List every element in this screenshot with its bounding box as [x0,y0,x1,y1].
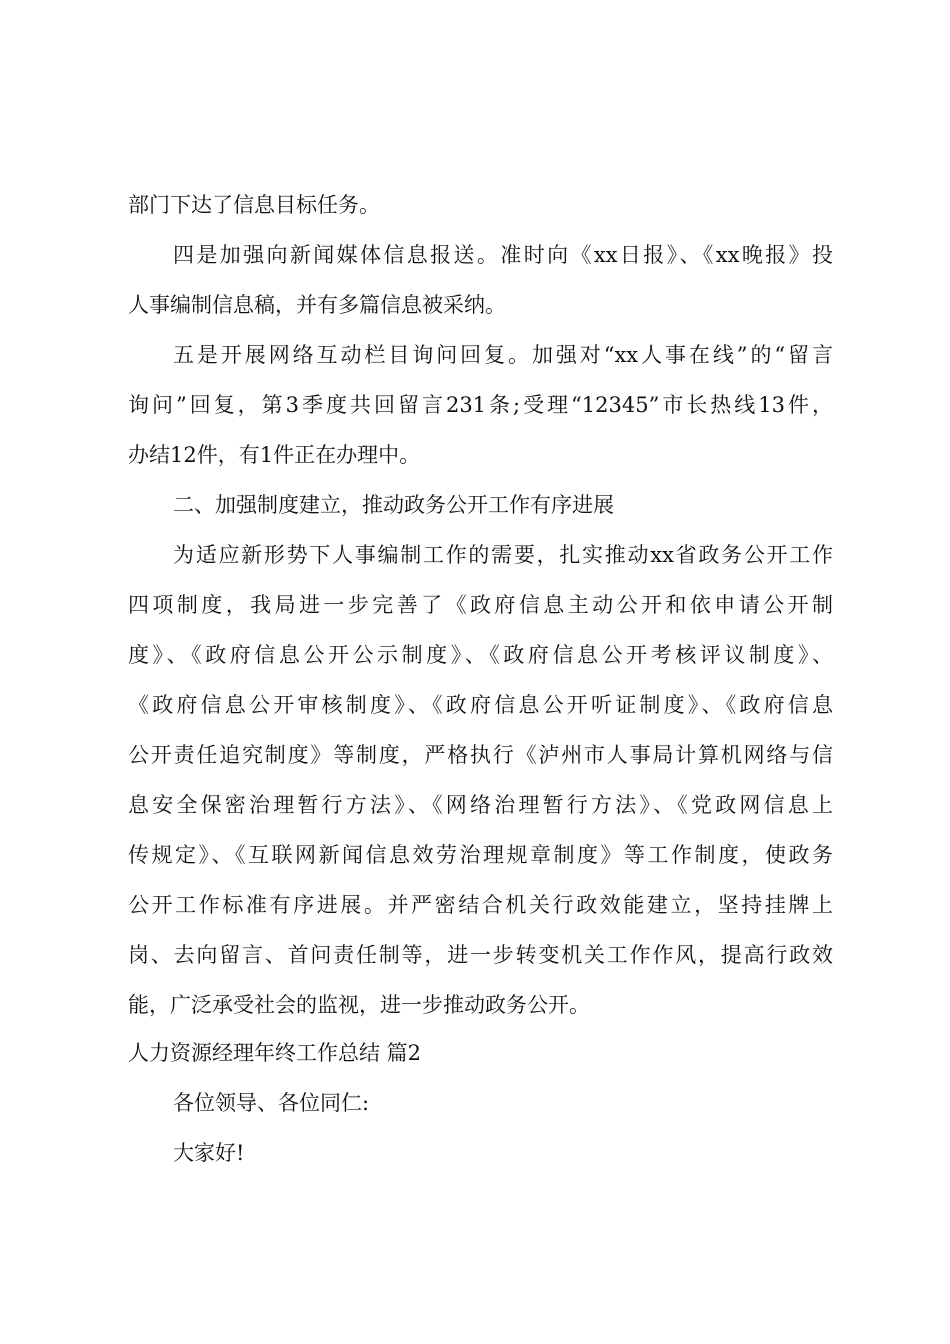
text-line: 《政府信息公开审核制度》、《政府信息公开听证制度》、《政府信息 [128,693,833,717]
text-line: 公开工作标准有序进展。并严密结合机关行政效能建立，坚持挂牌上 [128,893,833,917]
article-title: 人力资源经理年终工作总结 篇2 [128,1041,422,1065]
greeting: 大家好! [173,1141,245,1165]
text-line: 为适应新形势下人事编制工作的需要，扎实推动xx省政务公开工作 [173,543,833,567]
text-line: 人事编制信息稿，并有多篇信息被采纳。 [128,293,506,317]
text-line: 岗、去向留言、首问责任制等，进一步转变机关工作作风，提高行政效 [128,943,833,967]
text-line: 部门下达了信息目标任务。 [128,193,380,217]
section-heading: 二、加强制度建立，推动政务公开工作有序进展 [173,493,614,517]
text-line: 能，广泛承受社会的监视，进一步推动政务公开。 [128,993,590,1017]
text-line: 息安全保密治理暂行方法》、《网络治理暂行方法》、《党政网信息上 [128,793,833,817]
salutation: 各位领导、各位同仁: [173,1091,370,1115]
text-line: 公开责任追究制度》等制度，严格执行《泸州市人事局计算机网络与信 [128,743,833,767]
text-line: 四项制度，我局进一步完善了《政府信息主动公开和依申请公开制 [128,593,833,617]
text-line: 度》、《政府信息公开公示制度》、《政府信息公开考核评议制度》、 [128,643,833,667]
text-line: 传规定》、《互联网新闻信息效劳治理规章制度》等工作制度，使政务 [128,843,833,867]
text-line: 办结12件，有1件正在办理中。 [128,443,421,467]
text-line: 询问”回复，第3季度共回留言231条;受理“12345”市长热线13件， [128,393,833,417]
text-line: 五是开展网络互动栏目询问回复。加强对“xx人事在线”的“留言 [173,343,833,367]
text-line: 四是加强向新闻媒体信息报送。准时向《xx日报》、《xx晚报》投 [173,243,833,267]
